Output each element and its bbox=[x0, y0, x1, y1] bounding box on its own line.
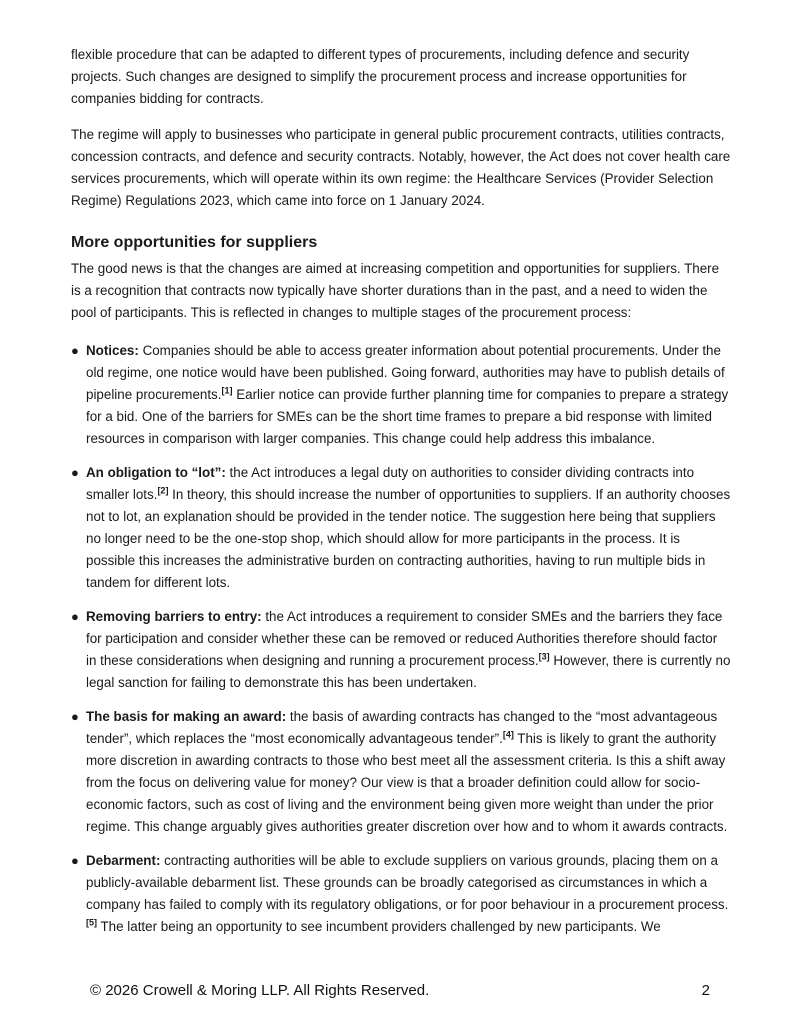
list-item-text: This is likely to grant the authority more discretion in awarding contracts to those who best meet all the assessment criteria. Is this a shift away from the focus on delivering value for money? Our view is that a broader definition could allow for socio-economic factors, such as cost of living and the environment being given more weight than under the prior regime. This change arguably gives authorities greater discretion over how and to whom it awards contracts. bbox=[86, 731, 728, 834]
list-item bbox=[71, 340, 731, 450]
paragraph-good-news: The good news is that the changes are aimed at increasing competition and opportunities for suppliers. There is a recognition that contracts now typically have shorter durations than in the past, and a need to widen the pool of participants. This is reflected in changes to multiple stages of the procurement process: bbox=[71, 261, 720, 320]
list-item-text: contracting authorities will be able to exclude suppliers on various grounds, placing them on a publicly-available debarment list. These grounds can be broadly categorised as circumstances in which a company has failed to comply with its regulatory obligations, or for poor behaviour in a procurement process. bbox=[86, 853, 729, 912]
list-item-term: An obligation to “lot”: bbox=[86, 465, 226, 480]
list-item bbox=[71, 706, 731, 838]
list-item-text: the Act introduces a legal duty on authorities to consider dividing contracts into smaller lots. bbox=[86, 465, 695, 502]
section-heading: More opportunities for suppliers bbox=[71, 234, 318, 251]
list-item-term: The basis for making an award: bbox=[86, 709, 287, 724]
paragraph-intro: flexible procedure that can be adapted to different types of procurements, including defence and security projects. Such changes are designed to simplify the procurement process and increase opportunities for companies bidding for contracts. bbox=[71, 47, 690, 106]
page-footer bbox=[90, 982, 710, 1004]
bullet-icon: ● bbox=[71, 709, 79, 724]
copyright-text: © 2026 Crowell & Moring LLP. All Rights Reserved. bbox=[90, 982, 430, 999]
list-item bbox=[71, 462, 731, 594]
list-item-text: Earlier notice can provide further planning time for companies to prepare a strategy for a bid. One of the barriers for SMEs can be the short time frames to prepare a bid response with limited resources in comparison with larger companies. This change could help address this imbalance. bbox=[86, 387, 729, 446]
page-number: 2 bbox=[701, 982, 710, 999]
list-item-text: In theory, this should increase the number of opportunities to suppliers. If an authority chooses not to lot, an explanation should be provided in the tender notice. The suggestion here being that suppliers no longer need to be the one-stop shop, which should allow for more participants in the process. It is possible this increases the administrative burden on contracting authorities, having to run multiple bids in tandem for different lots. bbox=[86, 487, 731, 590]
footnote-link[interactable]: [2] bbox=[157, 485, 169, 496]
bullet-icon: ● bbox=[71, 853, 79, 868]
list-item-text: Companies should be able to access greater information about potential procurements. Under the old regime, one notice would have been published. Going forward, authorities may have to publish details of pipeline procurements. bbox=[86, 343, 725, 402]
bullet-icon: ● bbox=[71, 465, 79, 480]
bullet-icon: ● bbox=[71, 343, 79, 358]
footnote-link[interactable]: [4] bbox=[502, 729, 514, 740]
list-item-text: the Act introduces a requirement to consider SMEs and the barriers they face for participation and consider whether these can be removed or reduced Authorities therefore should factor in these considerations when designing and running a procurement process. bbox=[86, 609, 723, 668]
footnote-link[interactable]: [3] bbox=[538, 651, 550, 662]
footnote-link[interactable]: [5] bbox=[86, 917, 97, 928]
document-body bbox=[71, 44, 731, 950]
list-item-text: However, there is currently no legal sanction for failing to demonstrate this has been undertaken. bbox=[86, 653, 731, 690]
bullet-icon: ● bbox=[71, 609, 79, 624]
paragraph-regime: The regime will apply to businesses who participate in general public procurement contracts, utilities contracts, concession contracts, and defence and security contracts. Notably, however, the Act does not cover health care services procurements, which will operate within its own regime: the Healthcare Services (Provider Selection Regime) Regulations 2023, which came into force on 1 January 2024. bbox=[71, 127, 731, 208]
list-item bbox=[71, 606, 731, 694]
list-item-text: the basis of awarding contracts has changed to the “most advantageous tender”, which replaces the “most economically advantageous tender”. bbox=[86, 709, 718, 746]
footnote-link[interactable]: [1] bbox=[221, 385, 233, 396]
bullet-list bbox=[71, 340, 731, 938]
list-item-term: Removing barriers to entry: bbox=[86, 609, 262, 624]
list-item-term: Debarment: bbox=[86, 853, 161, 868]
list-item bbox=[71, 850, 731, 938]
list-item-text: The latter being an opportunity to see incumbent providers challenged by new participants. We bbox=[97, 919, 661, 934]
list-item-term: Notices: bbox=[86, 343, 139, 358]
